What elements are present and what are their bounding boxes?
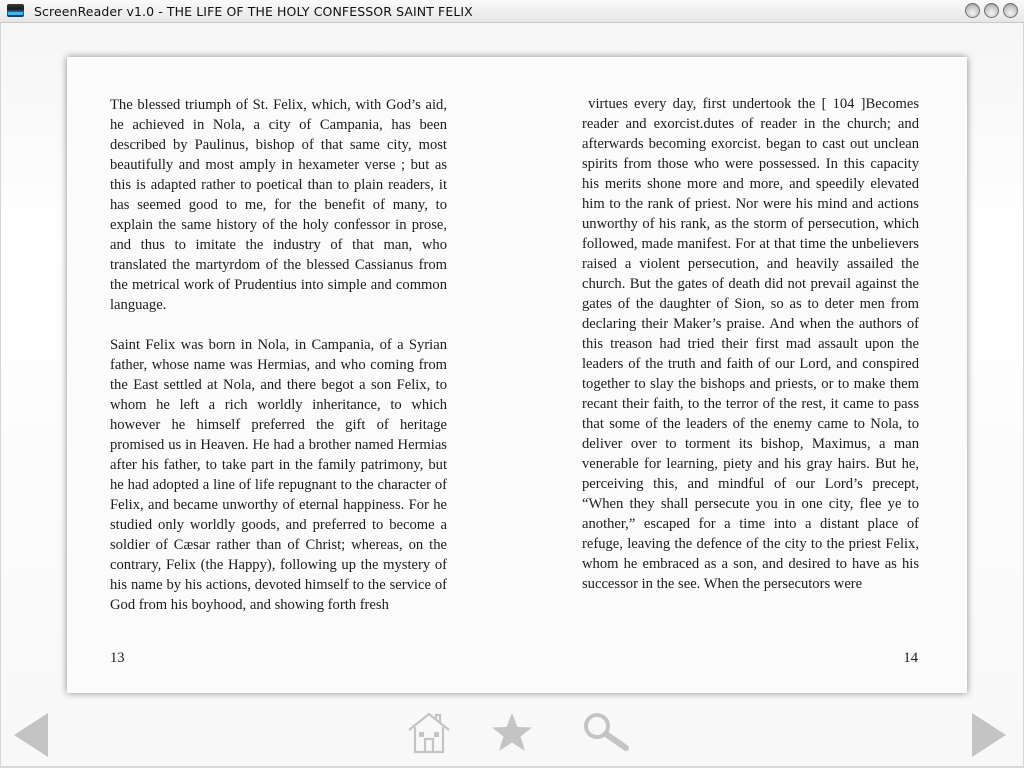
title-bar (0, 0, 1024, 23)
window-controls (965, 3, 1018, 18)
maximize-button[interactable] (984, 3, 999, 18)
home-button[interactable] (406, 711, 452, 760)
search-button[interactable] (582, 711, 632, 760)
reading-area (0, 23, 1024, 768)
next-page-arrow[interactable] (972, 713, 1006, 757)
paragraph: virtues every day, first undertook the [ 104 ]Becomes reader and exorcist.dutes of reader in the church; and afterwards becoming exorcist. began to cast out unclean spirits from those who were possessed. In this capacity his merits shone more and more, and speedily elevated him to the rank of priest. Nor were his mind and actions unworthy of his rank, as the storm of persecution, which followed, made manifest. For at that time the unbelievers raised a violent persecution, and heavily assailed the church. But the gates of death did not prevail against the gates of the daughter of Sion, so as to deter men from declaring their Maker’s praise. And when the authors of this treason had tried their first mad assault upon the leaders of the truth and faith of our Lord, and conspired together to slay the bishops and priests, or to make them recant their faith, to the terror of the rest, it came to pass that some of the leaders of the enemy came to Nola, to deliver over to torment its bishop, Maximus, a man venerable for learning, piety and his gray hairs. But he, perceiving this, and mindful of our Lord’s precept, “When they shall persecute you in one city, flee ye to another,” escaped for a time into a distant place of refuge, leaving the defence of the city to the priest Felix, whom he embraced as a son, and desired to have as his successor in the see. When the persecutors were (582, 96, 923, 592)
star-icon (490, 711, 534, 755)
window-title: ScreenReader v1.0 - THE LIFE OF THE HOLY CONFESSOR SAINT FELIX (34, 3, 473, 19)
magnifier-icon (582, 711, 632, 755)
close-button[interactable] (1003, 3, 1018, 18)
home-icon (406, 711, 452, 755)
paragraph: Saint Felix was born in Nola, in Campania, of a Syrian father, whose name was Hermias, and who coming from the East settled at Nola, and there begot a son Felix, to whom he left a rich worldly inheritance, to which however he himself preferred the gift of heritage promised us in Heaven. He had a brother named Hermias after his father, to take part in the family patrimony, but he had adopted a line of life repugnant to the character of Felix, and became unworthy of eternal happiness. For he studied only worldly goods, and preferred to become a soldier of Cæsar rather than of Christ; whereas, on the contrary, Felix (the Happy), following up the mystery of his name by his actions, devoted himself to the service of God from his boyhood, and showing forth fresh (110, 337, 447, 613)
previous-page-arrow[interactable] (14, 713, 48, 757)
book-icon (6, 3, 26, 19)
left-page-text (110, 95, 447, 615)
right-page-text (582, 94, 923, 594)
bookmark-button[interactable] (490, 711, 534, 760)
book-spread (67, 57, 967, 693)
minimize-button[interactable] (965, 3, 980, 18)
paragraph: The blessed triumph of St. Felix, which, with God’s aid, he achieved in Nola, a city of Campania, has been described by Paulinus, bishop of that same city, most beautifully and most amply in hexameter verse ; but as this is adapted rather to poetical than to plain readers, it has seemed good to me, for the benefit of many, to explain the same history of the holy confessor in prose, and thus to imitate the industry of that man, who translated the martyrdom of the blessed Cassianus from the metrical work of Prudentius into simple and common language. (110, 97, 447, 313)
right-page-number: 14 (903, 650, 918, 666)
left-page-number: 13 (110, 650, 125, 666)
